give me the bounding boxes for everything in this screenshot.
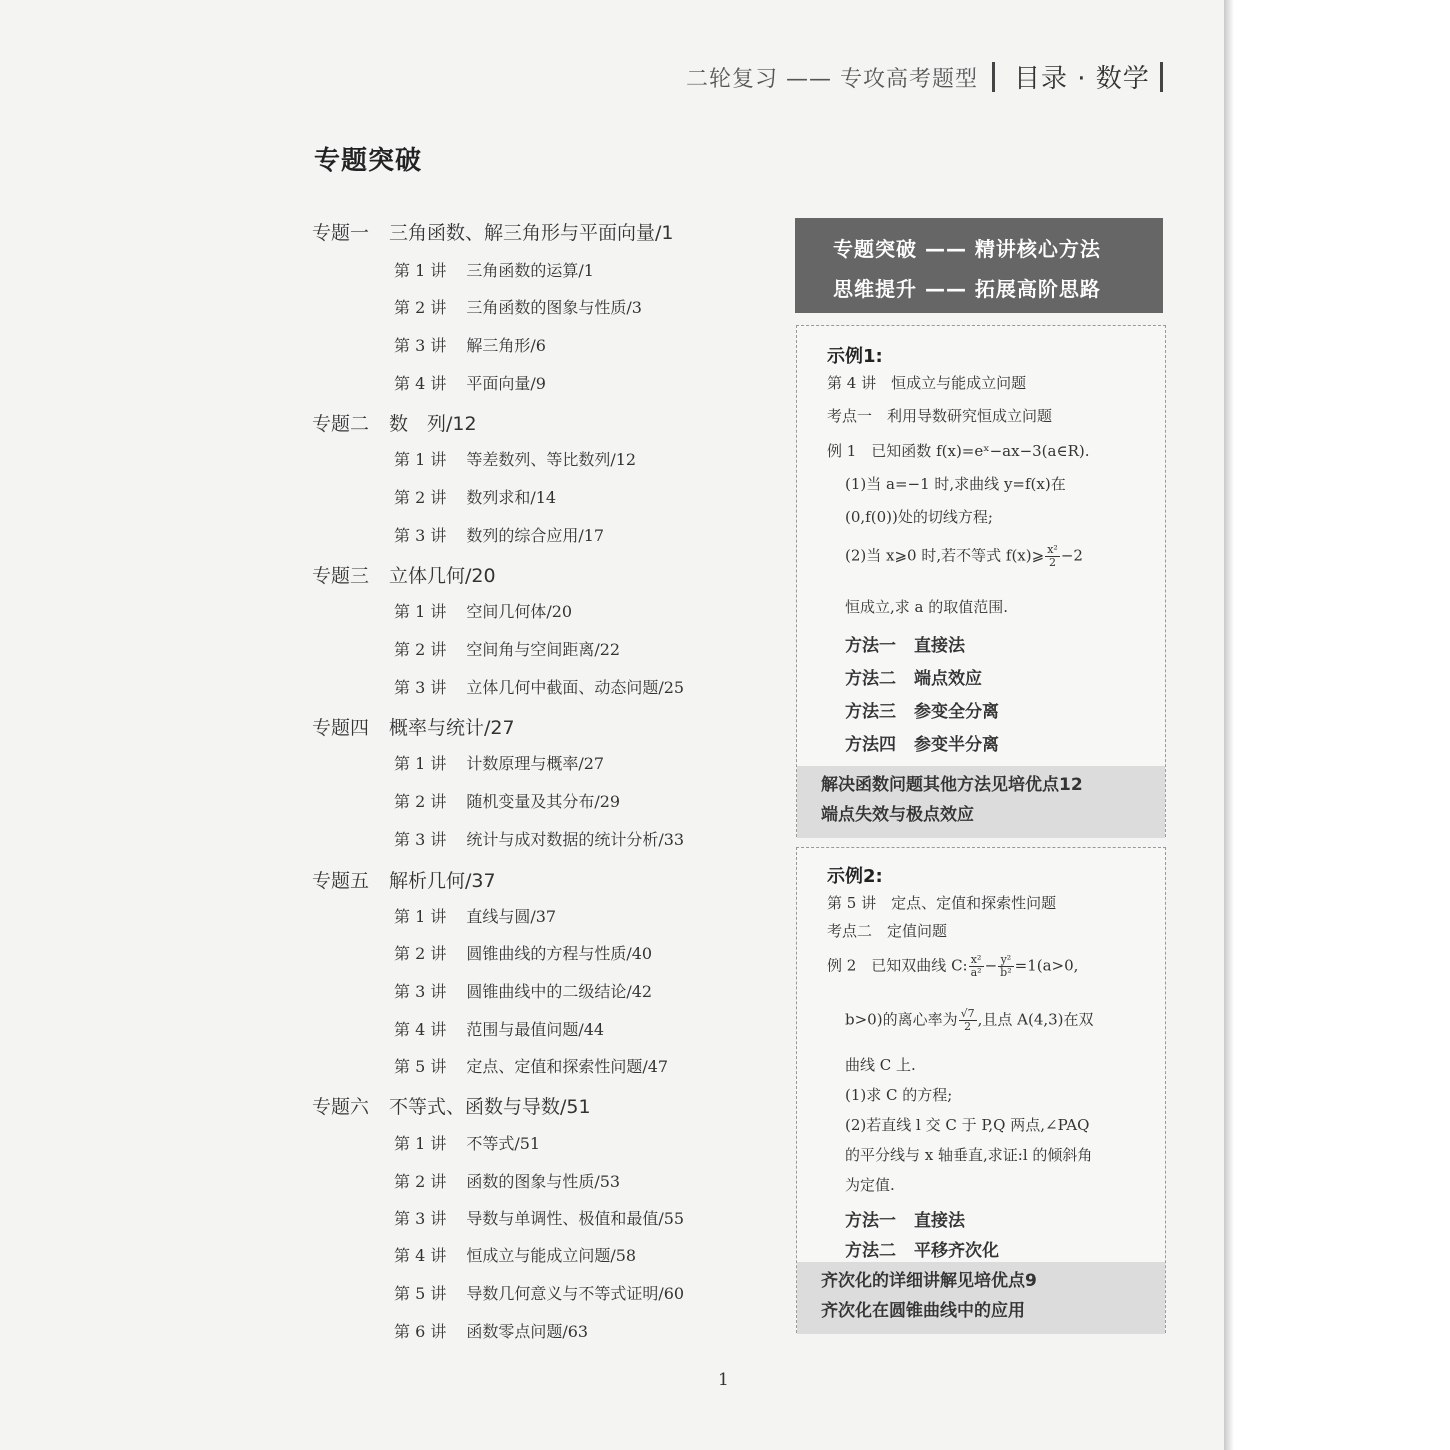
lecture-title: 等差数列、等比数列/12 (466, 450, 637, 469)
unit-label: 专题二 (312, 413, 370, 435)
question-text: (1)求 C 的方程; (845, 1086, 953, 1104)
question-text: 例 2 已知双曲线 C: (827, 956, 968, 975)
lecture-number: 第 1 讲 (394, 907, 447, 926)
feature-banner (795, 218, 1163, 313)
lecture-number: 第 3 讲 (394, 830, 447, 849)
toc-lecture[interactable] (394, 675, 684, 698)
unit-title: 立体几何/20 (389, 565, 496, 587)
toc-lecture[interactable] (394, 447, 636, 470)
question-text (827, 954, 1078, 979)
fraction (1045, 544, 1060, 569)
lecture-title: 计数原理与概率/27 (466, 754, 605, 773)
header-divider (1160, 62, 1163, 92)
fraction-numerator: x² (1047, 543, 1058, 556)
toc-lecture[interactable] (394, 295, 642, 318)
lecture-title: 不等式/51 (466, 1134, 541, 1153)
footer-line: 齐次化的详细讲解见培优点9 (821, 1271, 1037, 1291)
lecture-title: 定点、定值和探索性问题/47 (466, 1057, 669, 1076)
lecture-number: 第 2 讲 (394, 944, 447, 963)
toc-lecture[interactable] (394, 1017, 604, 1040)
lecture-title: 函数的图象与性质/53 (466, 1172, 621, 1191)
toc-lecture[interactable] (394, 1169, 620, 1192)
lecture-title: 立体几何中截面、动态问题/25 (466, 678, 685, 697)
lecture-title: 三角函数的图象与性质/3 (466, 298, 642, 317)
example-point: 考点二 定值问题 (827, 922, 948, 940)
method-text: 平移齐次化 (914, 1241, 999, 1261)
toc-unit[interactable] (312, 713, 515, 740)
lecture-number: 第 5 讲 (394, 1284, 447, 1303)
question-text: (1)当 a=−1 时,求曲线 y=f(x)在 (845, 475, 1066, 493)
fraction (998, 954, 1013, 979)
question-text: 例 1 已知函数 f(x)=eˣ−ax−3(a∈R). (827, 442, 1090, 460)
toc-lecture[interactable] (394, 333, 546, 356)
lecture-number: 第 2 讲 (394, 298, 447, 317)
lecture-number: 第 3 讲 (394, 1209, 447, 1228)
lecture-title: 圆锥曲线中的二级结论/42 (466, 982, 653, 1001)
lecture-title: 解三角形/6 (466, 336, 546, 355)
method-text: 参变全分离 (914, 702, 999, 722)
fraction (969, 954, 984, 979)
lecture-title: 数列的综合应用/17 (466, 526, 605, 545)
lecture-number: 第 3 讲 (394, 678, 447, 697)
footer-line: 端点失效与极点效应 (821, 805, 974, 825)
toc-unit[interactable] (312, 1092, 591, 1119)
question-text: 为定值. (845, 1176, 895, 1194)
lecture-title: 导数几何意义与不等式证明/60 (466, 1284, 685, 1303)
example-box (796, 847, 1166, 1333)
example-point: 考点一 利用导数研究恒成立问题 (827, 407, 1053, 425)
method-label: 方法一 (845, 636, 896, 656)
lecture-number: 第 1 讲 (394, 450, 447, 469)
toc-lecture[interactable] (394, 371, 546, 394)
lecture-title: 直线与圆/37 (466, 907, 557, 926)
unit-label: 专题五 (312, 870, 370, 892)
unit-label: 专题一 (312, 222, 370, 244)
lecture-number: 第 1 讲 (394, 602, 447, 621)
toc-lecture[interactable] (394, 1206, 684, 1229)
fraction-denominator: a² (970, 966, 982, 979)
lecture-number: 第 2 讲 (394, 640, 447, 659)
lecture-title: 圆锥曲线的方程与性质/40 (466, 944, 653, 963)
unit-title: 解析几何/37 (389, 870, 496, 892)
fraction-numerator: √7 (960, 1007, 975, 1020)
unit-title: 概率与统计/27 (389, 717, 515, 739)
lecture-title: 随机变量及其分布/29 (466, 792, 621, 811)
method-item (845, 1236, 999, 1261)
method-item (845, 1206, 965, 1231)
method-label: 方法一 (845, 1211, 896, 1231)
toc-lecture[interactable] (394, 523, 604, 546)
lecture-title: 平面向量/9 (466, 374, 546, 393)
banner-line: 思维提升 —— 拓展高阶思路 (833, 277, 1101, 301)
header-title: 目录 · 数学 (1014, 64, 1150, 94)
question-text (845, 1008, 1094, 1033)
question-text: 曲线 C 上. (845, 1056, 916, 1074)
page-edge-shadow (1224, 0, 1234, 1450)
unit-label: 专题六 (312, 1096, 370, 1118)
lecture-number: 第 4 讲 (394, 1246, 447, 1265)
section-title: 专题突破 (314, 146, 423, 176)
footer-line: 齐次化在圆锥曲线中的应用 (821, 1301, 1025, 1321)
fraction-denominator: 2 (1049, 556, 1056, 569)
toc-lecture[interactable] (394, 941, 652, 964)
lecture-title: 导数与单调性、极值和最值/55 (466, 1209, 685, 1228)
lecture-title: 数列求和/14 (466, 488, 557, 507)
method-item (845, 631, 965, 656)
banner-line: 专题突破 —— 精讲核心方法 (833, 237, 1101, 261)
question-text: (2)当 x⩾0 时,若不等式 f(x)⩾ (845, 546, 1045, 565)
example-footer (797, 1262, 1165, 1334)
fraction (959, 1008, 977, 1033)
toc-lecture[interactable] (394, 637, 620, 660)
page-number: 1 (718, 1370, 729, 1390)
method-label: 方法二 (845, 669, 896, 689)
question-text: (2)若直线 l 交 C 于 P,Q 两点,∠PAQ (845, 1116, 1090, 1134)
lecture-number: 第 3 讲 (394, 336, 447, 355)
toc-lecture[interactable] (394, 485, 556, 508)
lecture-title: 空间几何体/20 (466, 602, 573, 621)
lecture-title: 函数零点问题/63 (466, 1322, 589, 1341)
question-text: 恒成立,求 a 的取值范围. (845, 598, 1009, 616)
toc-lecture[interactable] (394, 258, 594, 281)
toc-lecture[interactable] (394, 1054, 668, 1077)
header-subtitle: 二轮复习 —— 专攻高考题型 (686, 67, 978, 92)
example-lecture: 第 4 讲 恒成立与能成立问题 (827, 374, 1027, 392)
lecture-number: 第 4 讲 (394, 1020, 447, 1039)
toc-lecture[interactable] (394, 789, 620, 812)
method-text: 端点效应 (914, 669, 982, 689)
question-text: (0,f(0))处的切线方程; (845, 508, 993, 526)
lecture-number: 第 3 讲 (394, 982, 447, 1001)
lecture-number: 第 3 讲 (394, 526, 447, 545)
fraction-numerator: y² (998, 954, 1013, 967)
method-item (845, 730, 999, 755)
lecture-number: 第 2 讲 (394, 1172, 447, 1191)
example-footer (797, 766, 1165, 838)
method-text: 直接法 (914, 1211, 965, 1231)
fraction-denominator: b² (1000, 966, 1012, 979)
lecture-title: 范围与最值问题/44 (466, 1020, 605, 1039)
header-divider (992, 62, 995, 92)
lecture-title: 三角函数的运算/1 (466, 261, 594, 280)
method-text: 直接法 (914, 636, 965, 656)
lecture-number: 第 2 讲 (394, 792, 447, 811)
toc-lecture[interactable] (394, 599, 572, 622)
minus-sign: − (984, 956, 998, 975)
lecture-number: 第 6 讲 (394, 1322, 447, 1341)
lecture-title: 统计与成对数据的统计分析/33 (466, 830, 685, 849)
question-text (845, 544, 1083, 569)
unit-title: 数 列/12 (389, 413, 477, 435)
example-label: 示例2: (827, 866, 883, 887)
method-label: 方法二 (845, 1241, 896, 1261)
example-lecture: 第 5 讲 定点、定值和探索性问题 (827, 894, 1057, 912)
toc-unit[interactable] (312, 866, 496, 893)
question-text: ,且点 A(4,3)在双 (977, 1010, 1094, 1029)
toc-lecture[interactable] (394, 904, 556, 927)
unit-title: 不等式、函数与导数/51 (389, 1096, 591, 1118)
unit-label: 专题三 (312, 565, 370, 587)
page-header (600, 58, 1220, 98)
question-text: =1(a>0, (1014, 956, 1079, 975)
lecture-title: 空间角与空间距离/22 (466, 640, 621, 659)
lecture-title: 恒成立与能成立问题/58 (466, 1246, 637, 1265)
unit-label: 专题四 (312, 717, 370, 739)
question-text: −2 (1060, 546, 1083, 565)
toc-lecture[interactable] (394, 1131, 540, 1154)
toc-lecture[interactable] (394, 751, 604, 774)
method-item (845, 664, 982, 689)
toc-lecture[interactable] (394, 1319, 588, 1342)
toc-unit[interactable] (312, 218, 674, 245)
question-text: 的平分线与 x 轴垂直,求证:l 的倾斜角 (845, 1146, 1093, 1164)
footer-line: 解决函数问题其他方法见培优点12 (821, 775, 1083, 795)
lecture-number: 第 1 讲 (394, 1134, 447, 1153)
fraction-numerator: x² (969, 954, 984, 967)
unit-title: 三角函数、解三角形与平面向量/1 (389, 222, 674, 244)
toc-unit[interactable] (312, 561, 496, 588)
example-box (796, 325, 1166, 837)
lecture-number: 第 1 讲 (394, 261, 447, 280)
lecture-number: 第 5 讲 (394, 1057, 447, 1076)
lecture-number: 第 4 讲 (394, 374, 447, 393)
lecture-number: 第 1 讲 (394, 754, 447, 773)
method-item (845, 697, 999, 722)
toc-unit[interactable] (312, 409, 477, 436)
fraction-denominator: 2 (964, 1020, 972, 1033)
method-label: 方法三 (845, 702, 896, 722)
example-label: 示例1: (827, 346, 883, 367)
method-label: 方法四 (845, 735, 896, 755)
question-text: b>0)的离心率为 (845, 1010, 958, 1029)
method-text: 参变半分离 (914, 735, 999, 755)
toc-lecture[interactable] (394, 979, 652, 1002)
lecture-number: 第 2 讲 (394, 488, 447, 507)
toc-lecture[interactable] (394, 827, 684, 850)
toc-lecture[interactable] (394, 1281, 684, 1304)
toc-lecture[interactable] (394, 1243, 636, 1266)
